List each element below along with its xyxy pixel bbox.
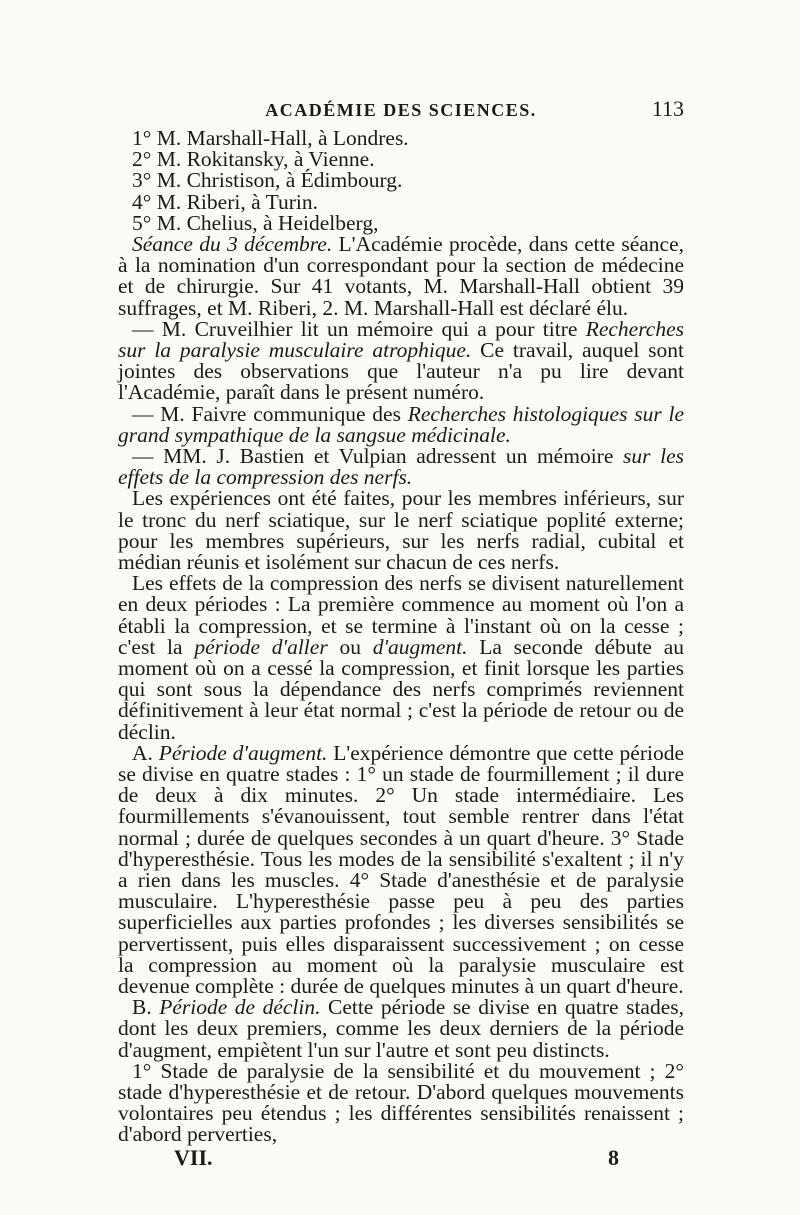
list-item: 1° M. Marshall-Hall, à Londres. (132, 126, 409, 150)
paragraph-lead: A. (132, 740, 159, 765)
paragraph-italic: période d'aller (194, 634, 328, 659)
paragraph-text: La seconde débute au moment où on a cessé la compression, et finit lorsque les parties qui sont sous la dépendance des nerfs comprimés reviennent définitivement à leur état normal ; c'est la période de retour ou de déclin. (118, 634, 684, 744)
paragraph-text: Ce travail, auquel sont jointes des observations que l'auteur n'a pu lire devant l'Académie, paraît dans le présent numéro. (118, 337, 685, 405)
paragraph-periode-augment (118, 740, 684, 999)
body-text (118, 128, 684, 1146)
paragraph-italic: d'augment. (372, 634, 468, 659)
signature-number: 8 (608, 1145, 619, 1170)
page-footer (118, 1145, 684, 1175)
list-item: 5° M. Chelius, à Heidelberg, (132, 210, 379, 235)
paragraph-cruveilhier (118, 316, 685, 405)
list-item: 4° M. Riberi, à Turin. (132, 189, 318, 214)
paragraph-lead: — M. Faivre communique des (132, 401, 408, 426)
paragraph-text: 1° Stade de paralysie de la sensibilité et du mouvement ; 2° stade d'hyperesthésie et de retour. D'abord quelques mouvements volontaires peu étendus ; les différentes sensibilités renaissent ; d'abord perverties, (118, 1058, 684, 1147)
paragraph-effets (118, 573, 684, 743)
paragraph-bastien-vulpian (118, 443, 684, 490)
signature-mark: VII. (174, 1145, 213, 1170)
paragraph-lead: — MM. J. Bastien et Vulpian adressent un mémoire (132, 443, 623, 468)
paragraph-faivre (118, 401, 684, 447)
list-item: 3° M. Christison, à Édimbourg. (132, 168, 403, 193)
paragraph-italic: Période d'augment. (158, 740, 328, 765)
paragraph-seance (118, 231, 684, 320)
paragraph-stades (118, 1058, 684, 1147)
paragraph-lead-italic: Séance du 3 décembre. (132, 231, 333, 256)
page-header (118, 96, 684, 126)
paragraph-periode-declin (118, 997, 684, 1061)
paragraph-italic: sur les effets de la compression des nerfs. (118, 443, 684, 490)
paragraph-text: Les expériences ont été faites, pour les membres inférieurs, sur le tronc du nerf sciatique, sur le nerf sciatique poplité externe; pour les membres supérieurs, sur les nerfs radial, cubital et médian réunis et isolément sur chacun de ces nerfs. (118, 486, 684, 574)
paragraph-text: Cette période se divise en quatre stades, dont les deux premiers, comme les deux derniers de la période d'augment, empiètent l'un sur l'autre et sont peu distincts. (118, 995, 684, 1062)
paragraph-lead: B. (132, 995, 160, 1020)
page-number: 113 (651, 96, 684, 121)
paragraph-italic: Recherches sur la paralysie musculaire atrophique. (118, 316, 684, 362)
paragraph-experiences (118, 488, 684, 573)
paragraph-text: L'Académie procède, dans cette séance, à la nomination d'un correspondant pour la section de médecine et de chirurgie. Sur 41 votants, M. Marshall-Hall obtient 39 suffrages, et M. Riberi, 2. M. Marshall-Hall est déclaré élu. (118, 231, 684, 320)
paragraph-text: L'expérience démontre que cette période se divise en quatre stades : 1° un stade de fourmillement ; il dure de deux à dix minutes. 2° Un stade intermédiaire. Les fourmillements s'évanouissent, tout semble rentrer dans l'état normal ; durée de quelques secondes à un quart d'heure. 3° Stade d'hyperesthésie. Tous les modes de la sensibilité s'exaltent ; il n'y a rien dans les muscles. 4° Stade d'anesthésie et de paralysie musculaire. L'hyperesthésie passe peu à peu des parties superficielles aux parties profondes ; les diverses sensibilités se pervertissent, puis elles disparaissent successivement ; on cesse la compression au moment où la paralysie musculaire est devenue complète : durée de quelques minutes à un quart d'heure. (118, 740, 684, 999)
paragraph-text: ou (327, 634, 373, 659)
paragraph-text: Les effets de la compression des nerfs se divisent naturellement en deux périodes : La première commence au moment où l'on a établi la compression, et se termine à l'instant où on la cesse ; c'est la (118, 571, 684, 659)
paragraph-lead: — M. Cruveilhier lit un mémoire qui a pour titre (132, 316, 586, 341)
list-item: 2° M. Rokitansky, à Vienne. (132, 147, 375, 172)
paragraph-italic: Période de déclin. (159, 995, 321, 1020)
paragraph-italic: Recherches histologiques sur le grand sympathique de la sangsue médicinale. (118, 401, 684, 447)
running-title: ACADÉMIE DES SCIENCES. (265, 100, 537, 120)
